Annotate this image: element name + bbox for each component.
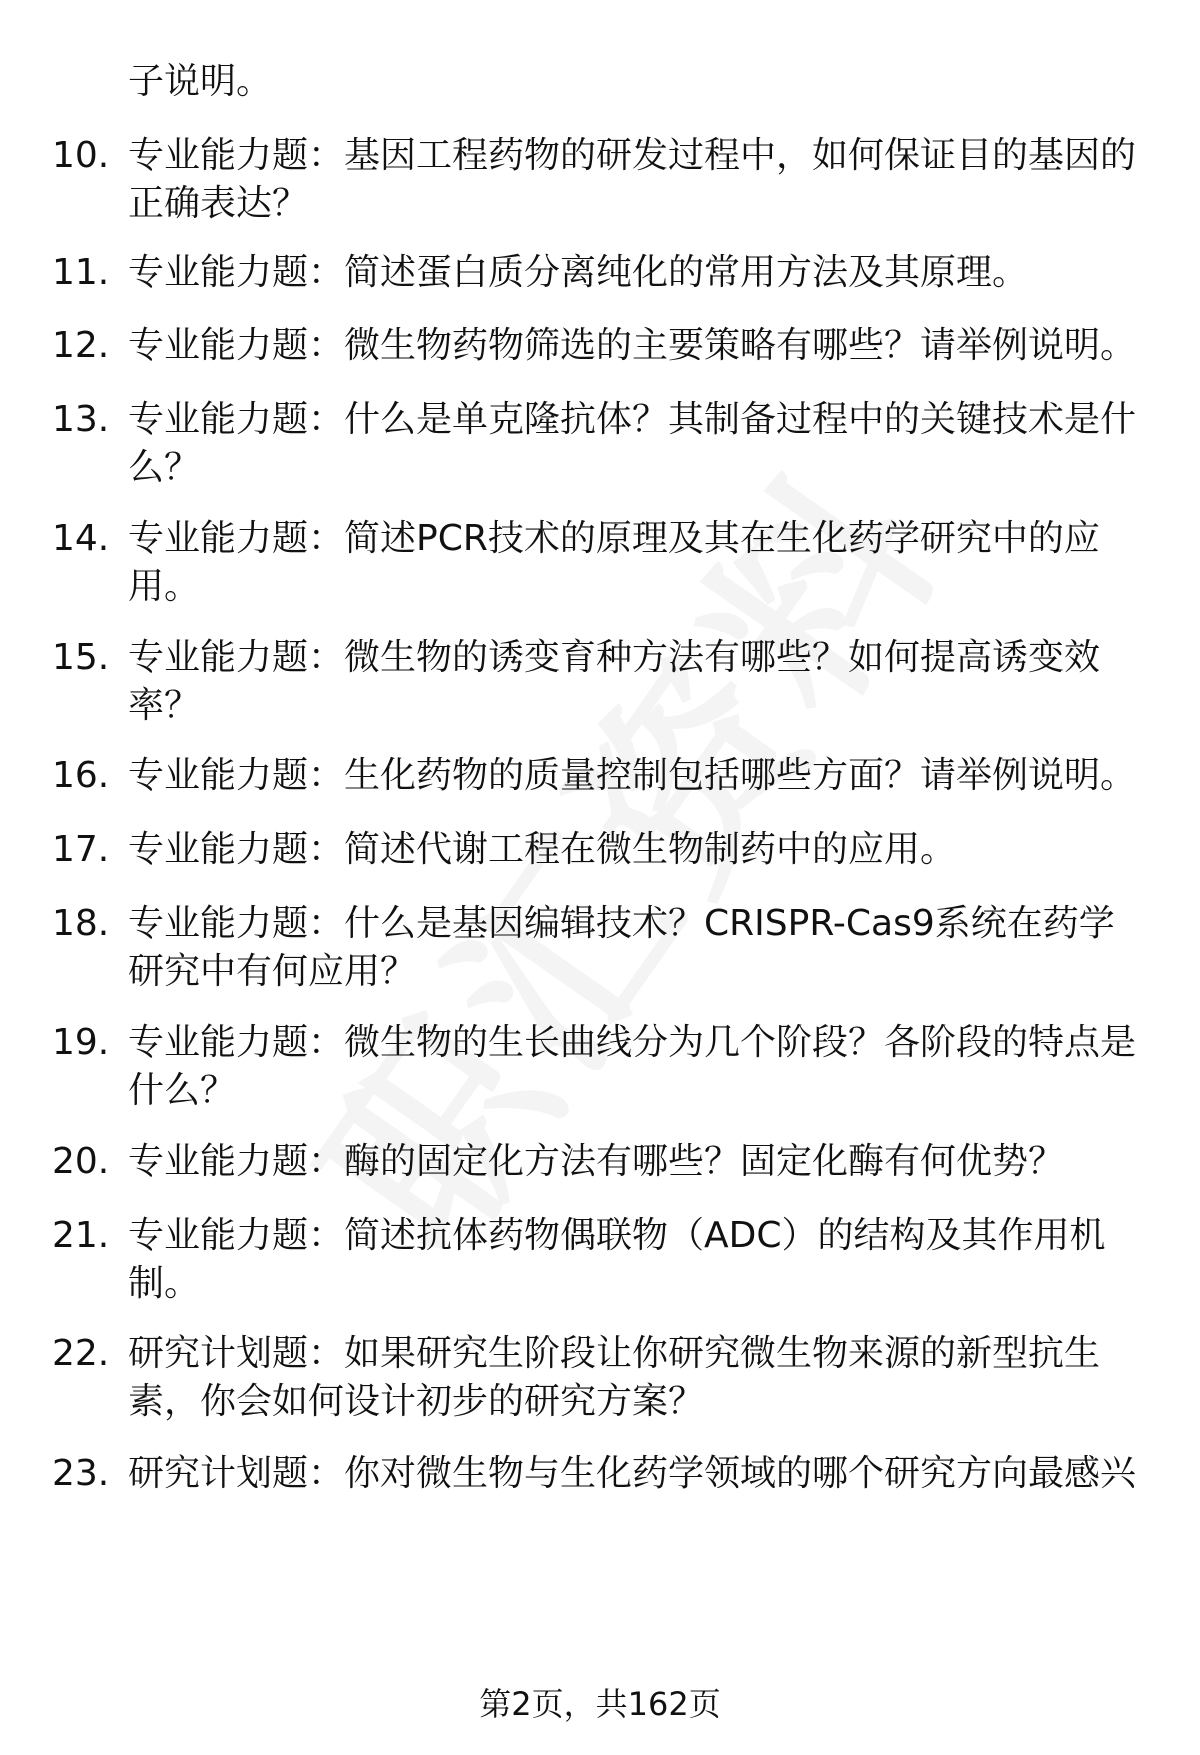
question-number: 10. [52,135,110,176]
question-number: 12. [52,325,110,366]
question-number: 23. [52,1453,110,1494]
continuation-text: 子说明。 [128,61,273,102]
question-text: 专业能力题：生化药物的质量控制包括哪些方面？请举例说明。 [128,755,1137,796]
question-text: 专业能力题：简述蛋白质分离纯化的常用方法及其原理。 [128,252,1029,293]
question-text: 专业能力题：微生物的诱变育种方法有哪些？如何提高诱变效率？ [128,637,1101,726]
question-number: 13. [52,399,110,440]
question-number: 18. [52,903,110,944]
question-text: 研究计划题：如果研究生阶段让你研究微生物来源的新型抗生素，你会如何设计初步的研究方案？ [128,1333,1101,1422]
question-text: 研究计划题：你对微生物与生化药学领域的哪个研究方向最感兴 [128,1453,1137,1494]
question-number: 20. [52,1141,110,1182]
question-text: 专业能力题：什么是基因编辑技术？CRISPR-Cas9系统在药学研究中有何应用？ [128,903,1115,992]
question-text: 专业能力题：基因工程药物的研发过程中，如何保证目的基因的正确表达？ [128,135,1137,224]
question-number: 16. [52,755,110,796]
question-text: 专业能力题：简述PCR技术的原理及其在生化药学研究中的应用。 [128,518,1100,607]
question-text: 专业能力题：微生物药物筛选的主要策略有哪些？请举例说明。 [128,325,1137,366]
question-number: 11. [52,252,110,293]
question-number: 15. [52,637,110,678]
question-text: 专业能力题：简述代谢工程在微生物制药中的应用。 [128,829,957,870]
question-text: 专业能力题：微生物的生长曲线分为几个阶段？各阶段的特点是什么？ [128,1022,1137,1111]
question-text: 专业能力题：酶的固定化方法有哪些？固定化酶有何优势？ [128,1141,1065,1182]
question-text: 专业能力题：简述抗体药物偶联物（ADC）的结构及其作用机制。 [128,1215,1106,1304]
question-number: 22. [52,1333,110,1374]
question-number: 19. [52,1022,110,1063]
question-number: 21. [52,1215,110,1256]
question-number: 17. [52,829,110,870]
question-text: 专业能力题：什么是单克隆抗体？其制备过程中的关键技术是什么？ [128,399,1137,488]
page-footer: 第2页，共162页 [479,1685,721,1723]
question-number: 14. [52,518,110,559]
